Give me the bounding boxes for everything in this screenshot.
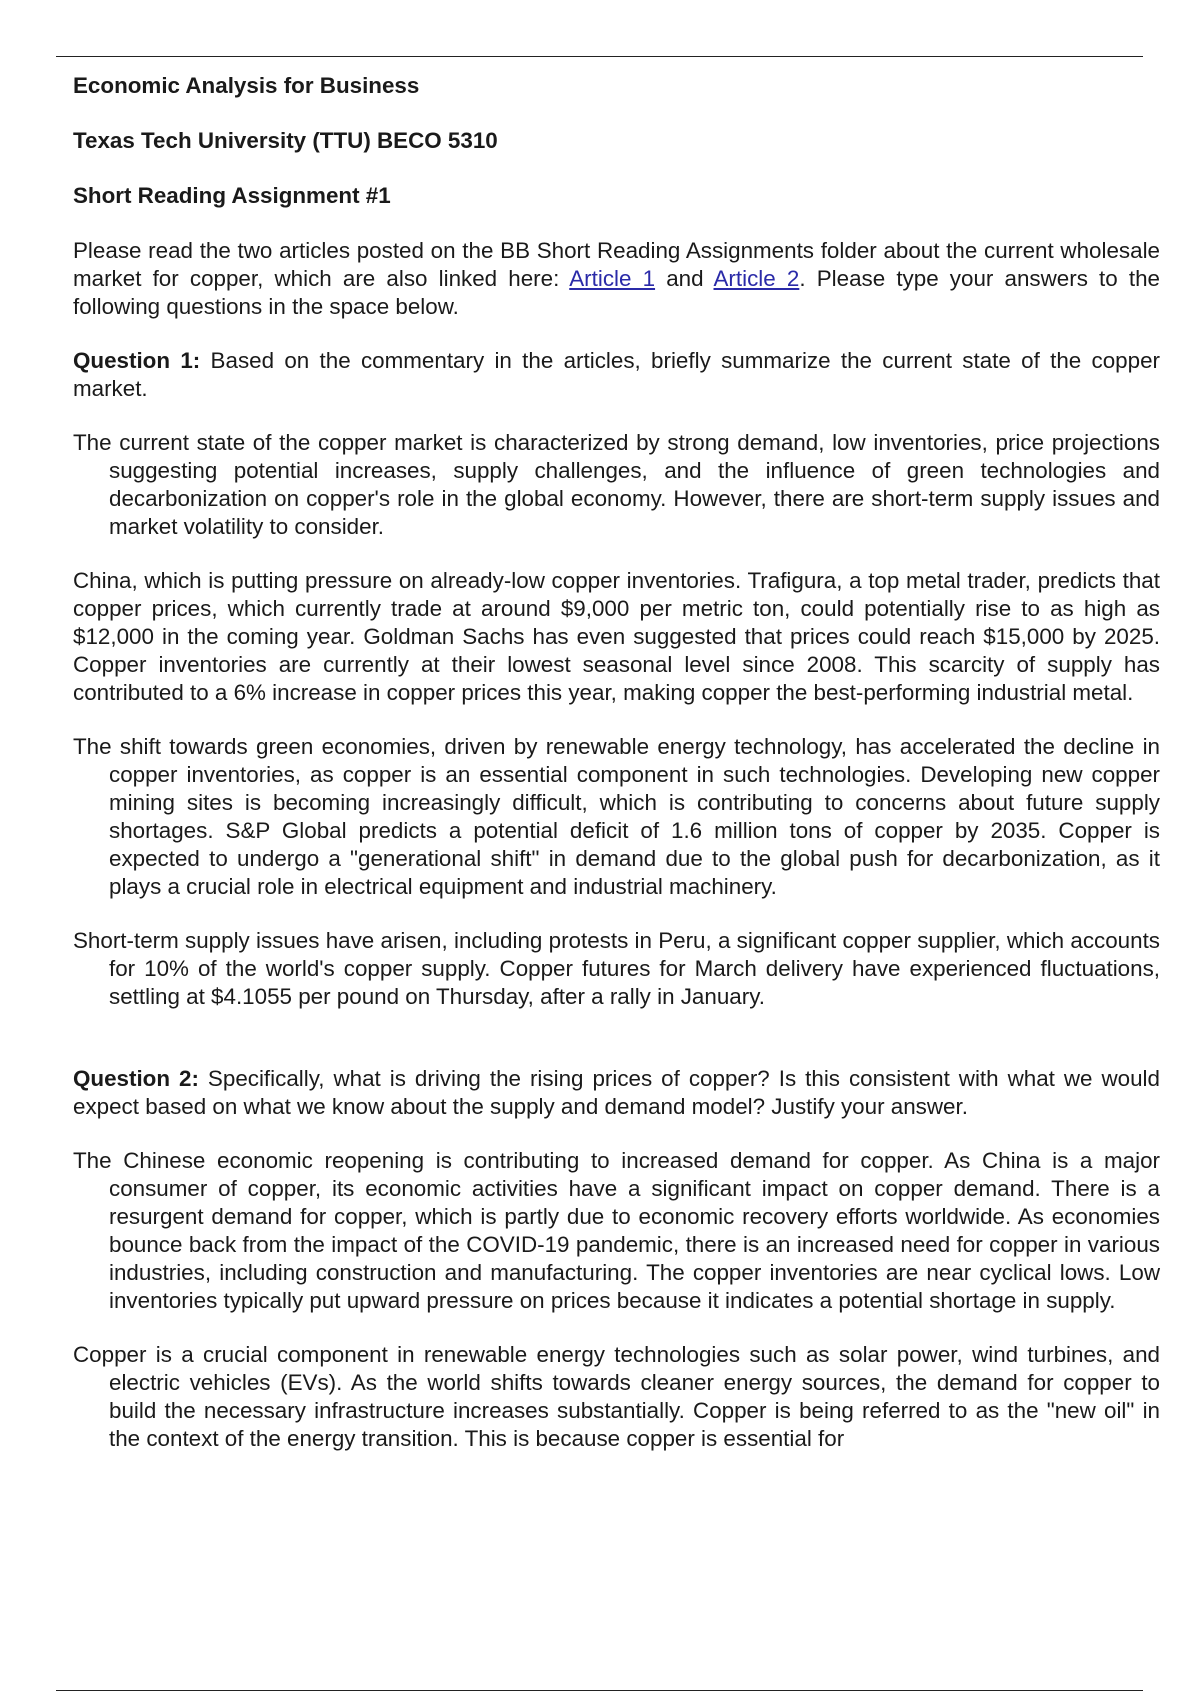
top-rule	[56, 56, 1143, 57]
answer-2-paragraph-1: The Chinese economic reopening is contributing to increased demand for copper. As China is a major consumer of copper, its economic activities have a significant impact on copper demand. There is a resurgent demand for copper, which is partly due to economic recovery efforts worldwide. As economies bounce back from the impact of the COVID-19 pandemic, there is an increased need for copper in various industries, including construction and manufacturing. The copper inventories are near cyclical lows. Low inventories typically put upward pressure on prices because it indicates a potential shortage in supply.	[73, 1148, 1160, 1313]
course-title: Economic Analysis for Business	[73, 73, 420, 98]
question-2-label: Question 2:	[73, 1066, 199, 1091]
article-1-link[interactable]: Article 1	[569, 266, 656, 291]
question-2-prompt: Specifically, what is driving the rising prices of copper? Is this consistent with what we would expect based on what we know about the supply and demand model? Justify your answer.	[73, 1066, 1160, 1119]
question-2	[73, 1065, 1160, 1121]
answer-1-paragraph-1: The current state of the copper market is characterized by strong demand, low inventories, price projections suggesting potential increases, supply challenges, and the influence of green technologies and decarbonization on copper's role in the global economy. However, there are short-term supply issues and market volatility to consider.	[73, 430, 1160, 539]
document-page	[73, 72, 1160, 1479]
question-1-prompt: Based on the commentary in the articles, briefly summarize the current state of the copper market.	[73, 348, 1160, 401]
intro-text-before: Please read the two articles posted on the BB Short Reading Assignments folder about the current wholesale market for copper, which are also linked here:	[73, 238, 1160, 291]
article-2-link[interactable]: Article 2	[713, 266, 800, 291]
answer-1-paragraph-4: Short-term supply issues have arisen, including protests in Peru, a significant copper supplier, which accounts for 10% of the world's copper supply. Copper futures for March delivery have experienced fluctuations, settling at $4.1055 per pound on Thursday, after a rally in January.	[73, 928, 1160, 1009]
answer-1-paragraph-2: China, which is putting pressure on already-low copper inventories. Trafigura, a top metal trader, predicts that copper prices, which currently trade at around $9,000 per metric ton, could potentially rise to as high as $12,000 in the coming year. Goldman Sachs has even suggested that prices could reach $15,000 by 2025. Copper inventories are currently at their lowest seasonal level since 2008. This scarcity of supply has contributed to a 6% increase in copper prices this year, making copper the best-performing industrial metal.	[73, 568, 1160, 705]
intro-text-between: and	[655, 266, 714, 291]
answer-1-paragraph-3: The shift towards green economies, driven by renewable energy technology, has accelerated the decline in copper inventories, as copper is an essential component in such technologies. Developing new copper mining sites is becoming increasingly difficult, which is contributing to concerns about future supply shortages. S&P Global predicts a potential deficit of 1.6 million tons of copper by 2035. Copper is expected to undergo a "generational shift" in demand due to the global push for decarbonization, as it plays a crucial role in electrical equipment and industrial machinery.	[73, 734, 1160, 899]
answer-2-paragraph-2: Copper is a crucial component in renewable energy technologies such as solar power, wind turbines, and electric vehicles (EVs). As the world shifts towards cleaner energy sources, the demand for copper to build the necessary infrastructure increases substantially. Copper is being referred to as the "new oil" in the context of the energy transition. This is because copper is essential for	[73, 1342, 1160, 1451]
intro-text-after: . Please type your answers to the following questions in the space below.	[73, 266, 1160, 319]
question-1-label: Question 1:	[73, 348, 201, 373]
assignment-title: Short Reading Assignment #1	[73, 183, 391, 208]
institution-line: Texas Tech University (TTU) BECO 5310	[73, 128, 498, 153]
intro-paragraph	[73, 237, 1160, 321]
question-1	[73, 347, 1160, 403]
bottom-rule	[56, 1690, 1143, 1691]
